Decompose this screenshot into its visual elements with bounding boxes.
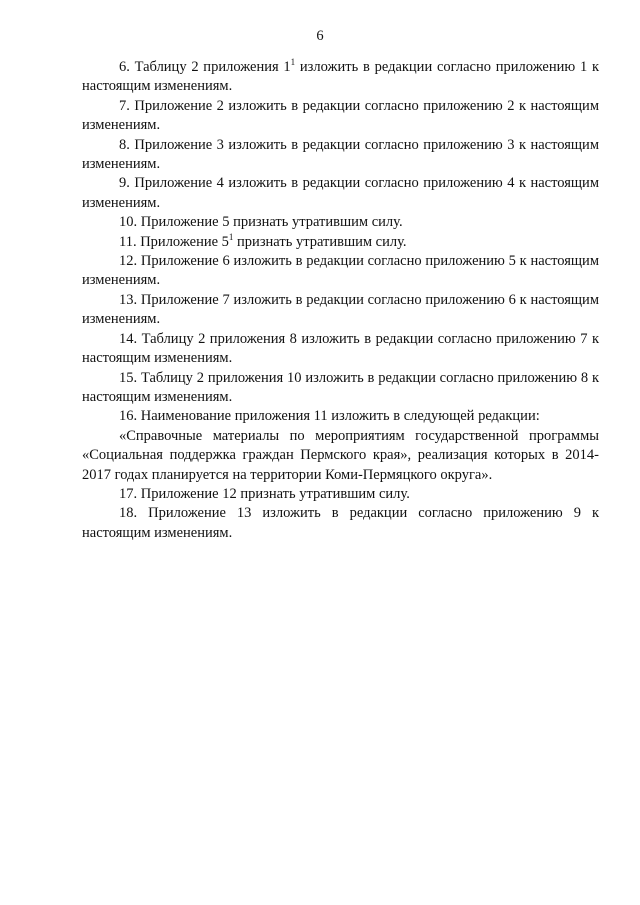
paragraph-item-6: 6. Таблицу 2 приложения $1^1$ изложить в редакции согласно приложению 1 к настоящим изменениям. bbox=[82, 57, 599, 95]
superscript-index: 1 bbox=[228, 231, 234, 242]
paragraph-item-18: 18. Приложение 13 изложить в редакции согласно приложению 9 к настоящим изменениям. bbox=[82, 505, 599, 541]
paragraph-item-17: 17. Приложение 12 признать утратившим силу. bbox=[119, 485, 410, 502]
paragraph-item-9: 9. Приложение 4 изложить в редакции согласно приложению 4 к настоящим изменениям. bbox=[82, 175, 599, 211]
page-number: 6 bbox=[316, 28, 324, 44]
paragraph-item-15: 15. Таблицу 2 приложения 10 изложить в редакции согласно приложению 8 к настоящим изменениям. bbox=[82, 369, 599, 405]
paragraph-item-16: 16. Наименование приложения 11 изложить в следующей редакции: bbox=[119, 408, 540, 425]
paragraph-item-10: 10. Приложение 5 признать утратившим силу. bbox=[119, 214, 403, 231]
paragraph-item-14: 14. Таблицу 2 приложения 8 изложить в редакции согласно приложению 7 к настоящим изменениям. bbox=[82, 330, 599, 367]
paragraph-item-7: 7. Приложение 2 изложить в редакции согласно приложению 2 к настоящим изменениям. bbox=[82, 97, 599, 134]
quoted-title: «Справочные материалы по мероприятиям государственной программы «Социальная поддержка граждан Пермского края», реализация которых в 2014-2017 годах планируется на территории Коми-Пермяцкого округа». bbox=[82, 427, 599, 483]
paragraph-item-11: 11. Приложение $5^1$ признать утратившим силу. bbox=[119, 231, 407, 250]
superscript-index: 1 bbox=[290, 57, 296, 67]
paragraph-item-8: 8. Приложение 3 изложить в редакции согласно приложению 3 к настоящим изменениям. bbox=[82, 136, 599, 173]
paragraph-item-13: 13. Приложение 7 изложить в редакции согласно приложению 6 к настоящим изменениям. bbox=[82, 291, 599, 328]
paragraph-item-12: 12. Приложение 6 изложить в редакции согласно приложению 5 к настоящим изменениям. bbox=[82, 253, 599, 289]
document-body bbox=[82, 58, 599, 543]
